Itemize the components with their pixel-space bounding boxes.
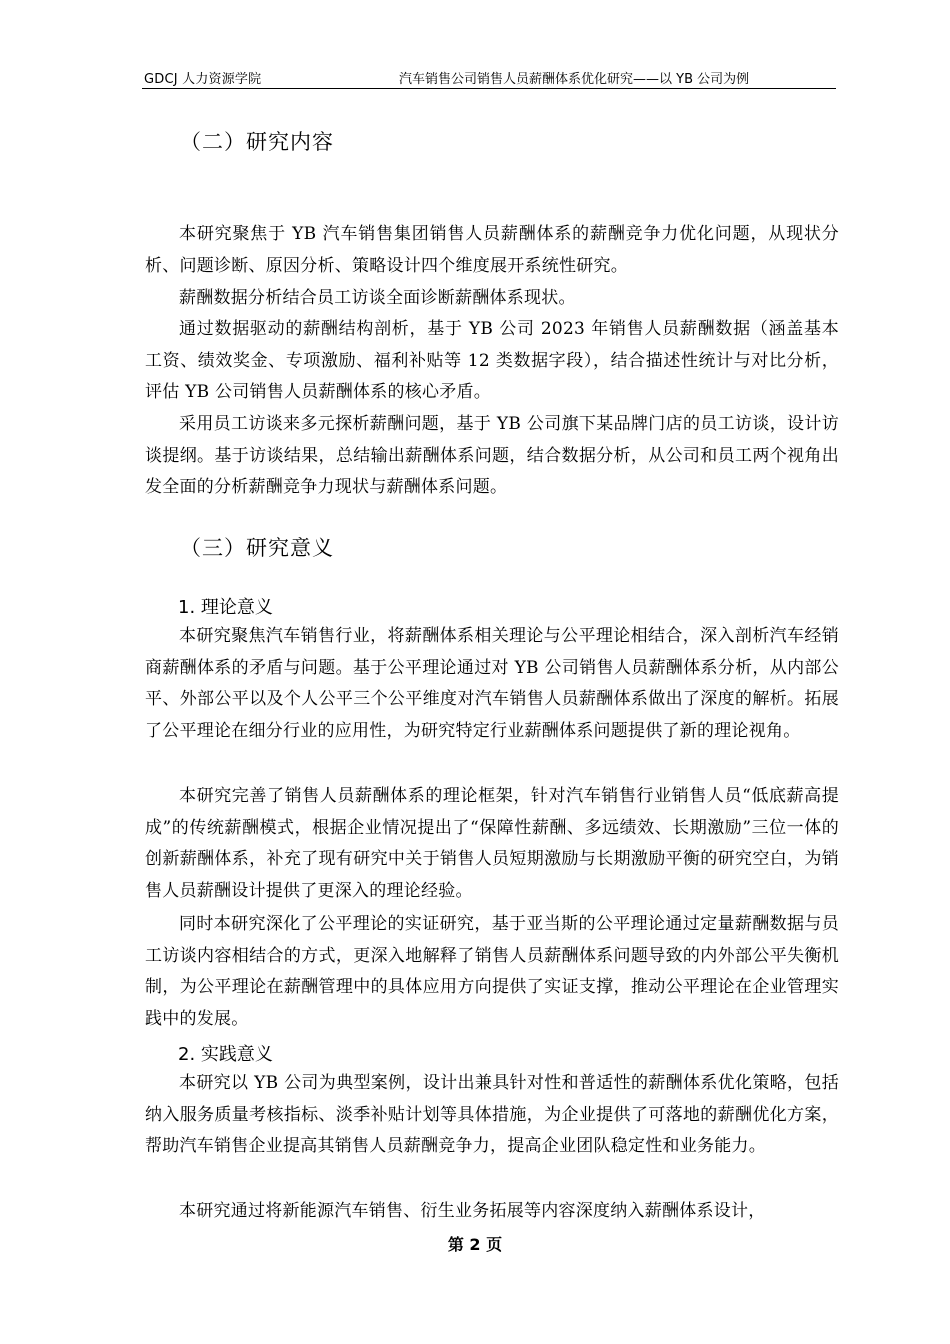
header-thesis-title: 汽车销售公司销售人员薪酬体系优化研究——以 YB 公司为例 [399,72,750,87]
paragraph: 本研究聚焦汽车销售行业，将薪酬体系相关理论与公平理论相结合，深入剖析汽车经销商薪酬体系的矛盾与问题。基于公平理论通过对 YB 公司销售人员薪酬体系分析，从内部公平、外部公平以及个人公平三个公平维度对汽车销售人员薪酬体系做出了深度的解析。拓展了公平理论在细分行业的应用性，为研究特定行业薪酬体系问题提供了新的理论视角。 [145,626,839,741]
paragraph: 采用员工访谈来多元探析薪酬问题，基于 YB 公司旗下某品牌门店的员工访谈，设计访谈提纲。基于访谈结果，总结输出薪酬体系问题，结合数据分析，从公司和员工两个视角出发全面的分析薪酬竞争力现状与薪酬体系问题。 [145,414,839,497]
section-heading-content: （二）研究内容 [180,130,334,154]
paragraph: 同时本研究深化了公平理论的实证研究，基于亚当斯的公平理论通过定量薪酬数据与员工访谈内容相结合的方式，更深入地解释了销售人员薪酬体系问题导致的内外部公平失衡机制，为公平理论在薪酬管理中的具体应用方向提供了实证支撑，推动公平理论在企业管理实践中的发展。 [145,914,839,1029]
paragraph: 本研究以 YB 公司为典型案例，设计出兼具针对性和普适性的薪酬体系优化策略，包括纳入服务质量考核指标、淡季补贴计划等具体措施，为企业提供了可落地的薪酬优化方案，帮助汽车销售企业提高其销售人员薪酬竞争力，提高企业团队稳定性和业务能力。 [145,1073,839,1156]
paragraph: 本研究通过将新能源汽车销售、衍生业务拓展等内容深度纳入薪酬体系设计， [179,1201,766,1221]
paragraph: 薪酬数据分析结合员工访谈全面诊断薪酬体系现状。 [179,288,576,308]
paragraph: 本研究完善了销售人员薪酬体系的理论框架，针对汽车销售行业销售人员“低底薪高提成”的传统薪酬模式，根据企业情况提出了“保障性薪酬、多远绩效、长期激励”三位一体的创新薪酬体系，补充了现有研究中关于销售人员短期激励与长期激励平衡的研究空白，为销售人员薪酬设计提供了更深入的理论经验。 [145,786,839,901]
paragraph: 通过数据驱动的薪酬结构剖析，基于 YB 公司 2023 年销售人员薪酬数据（涵盖基本工资、绩效奖金、专项激励、福利补贴等 12 类数据字段），结合描述性统计与对比分析，评估 YB 公司销售人员薪酬体系的核心矛盾。 [145,319,839,402]
subsection-heading-theory: 1. 理论意义 [178,597,273,618]
header-institution: GDCJ 人力资源学院 [144,72,262,87]
section-heading-significance: （三）研究意义 [180,536,334,560]
page-header [142,66,836,89]
subsection-heading-practice: 2. 实践意义 [178,1044,273,1065]
page-number: 第 2 页 [447,1235,503,1254]
paragraph: 本研究聚焦于 YB 汽车销售集团销售人员薪酬体系的薪酬竞争力优化问题，从现状分析、问题诊断、原因分析、策略设计四个维度展开系统性研究。 [145,224,839,276]
